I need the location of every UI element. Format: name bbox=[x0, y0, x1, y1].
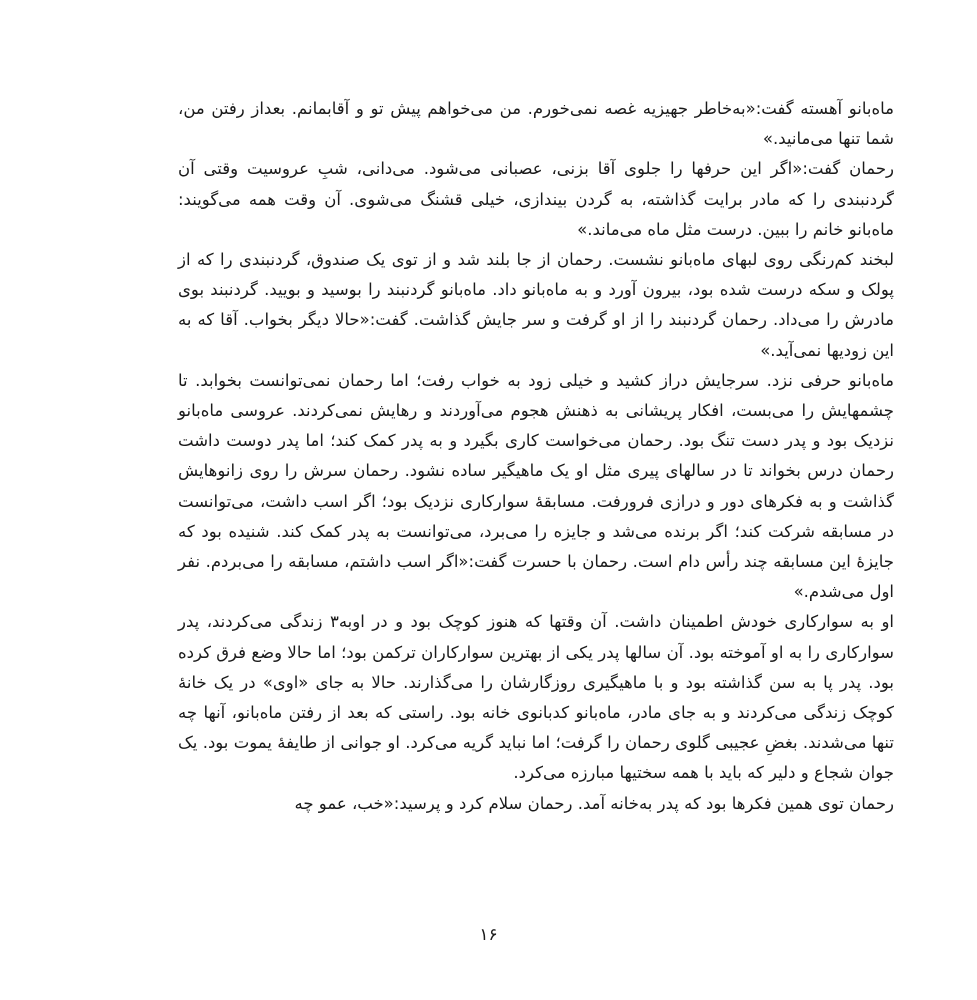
paragraph-2: رحمان گفت:«اگر این حرفها را جلوی آقا بزنی، عصبانی می‌شود. می‌دانی، شبِ عروسیت وقتی آن گردنبندی را که مادر برایت گذاشته، به گردن بیندازی، خیلی قشنگ می‌شوی. آن وقت همه می‌گویند: ماه‌بانو خانم را ببین. درست مثل ماه می‌ماند.» bbox=[178, 159, 894, 239]
paragraph-6: رحمان توی همین فکرها بود که پدر به‌خانه آمد. رحمان سلام کرد و پرسید:«خب، عمو چه bbox=[294, 793, 894, 813]
paragraph-1: ماه‌بانو آهسته گفت:«به‌خاطر جهیزیه غصه نمی‌خورم. من می‌خواهم پیش تو و آقابمانم. بعداز رفتن من، شما تنها می‌مانید.» bbox=[178, 99, 894, 149]
body-text bbox=[178, 94, 894, 819]
page-number: ۱۶ bbox=[479, 925, 498, 945]
paragraph-3: لبخند کم‌رنگی روی لبهای ماه‌بانو نشست. رحمان از جا بلند شد و از توی یک صندوق، گردنبندی را که از پولک و سکه درست شده بود، بیرون آورد و به ماه‌بانو داد. ماه‌بانو گردنبند را بوسید و بویید. گردنبند بوی مادرش را می‌داد. رحمان گردنبند را از او گرفت و سر جایش گذاشت. گفت:«حالا دیگر بخواب. آقا که به این زودیها نمی‌آید.» bbox=[178, 250, 894, 360]
paragraph-5: او به سوارکاری خودش اطمینان داشت. آن وقتها که هنوز کوچک بود و در اوبه۳ زندگی می‌کردند، پدر سوارکاری را به او آموخته بود. آن سالها پدر یکی از بهترین سوارکاران ترکمن بود؛ اما حالا وضع فرق کرده بود. پدر پا به سن گذاشته بود و با ماهیگیری روزگارشان را می‌گذارند. حالا به جای «اوی» در یک خانهٔ کوچک زندگی می‌کردند و به جای مادر، ماه‌بانو کدبانوی خانه بود. راستی که بعد از رفتن ماه‌بانو، آنها چه تنها می‌شدند. بغضِ عجیبی گلوی رحمان را گرفت؛ اما نباید گریه می‌کرد. او جوانی از طایفهٔ یموت بود. یک جوان شجاع و دلیر که باید با همه سختیها مبارزه می‌کرد. bbox=[178, 612, 894, 783]
paragraph-4: ماه‌بانو حرفی نزد. سرجایش دراز کشید و خیلی زود به خواب رفت؛ اما رحمان نمی‌توانست بخوابد. تا چشمهایش را می‌بست، افکار پریشانی به ذهنش هجوم می‌آوردند و رهایش نمی‌کردند. عروسی ماه‌بانو نزدیک بود و پدر دست تنگ بود. رحمان می‌خواست کاری بگیرد و به پدر کمک کند؛ اما پدر دوست داشت رحمان درس بخواند تا در سالهای پیری مثل او یک ماهیگیر ساده نشود. رحمان سرش را روی زانوهایش گذاشت و به فکرهای دور و درازی فرورفت. مسابقهٔ سوارکاری نزدیک بود؛ اگر اسب داشت، می‌توانست در مسابقه شرکت کند؛ اگر برنده می‌شد و جایزه را می‌برد، می‌توانست به پدر کمک کند. شنیده بود که جایزهٔ این مسابقه چند رأس دام است. رحمان با حسرت گفت:«اگر اسب داشتم، مسابقه را می‌بردم. نفر اول می‌شدم.» bbox=[178, 370, 894, 602]
